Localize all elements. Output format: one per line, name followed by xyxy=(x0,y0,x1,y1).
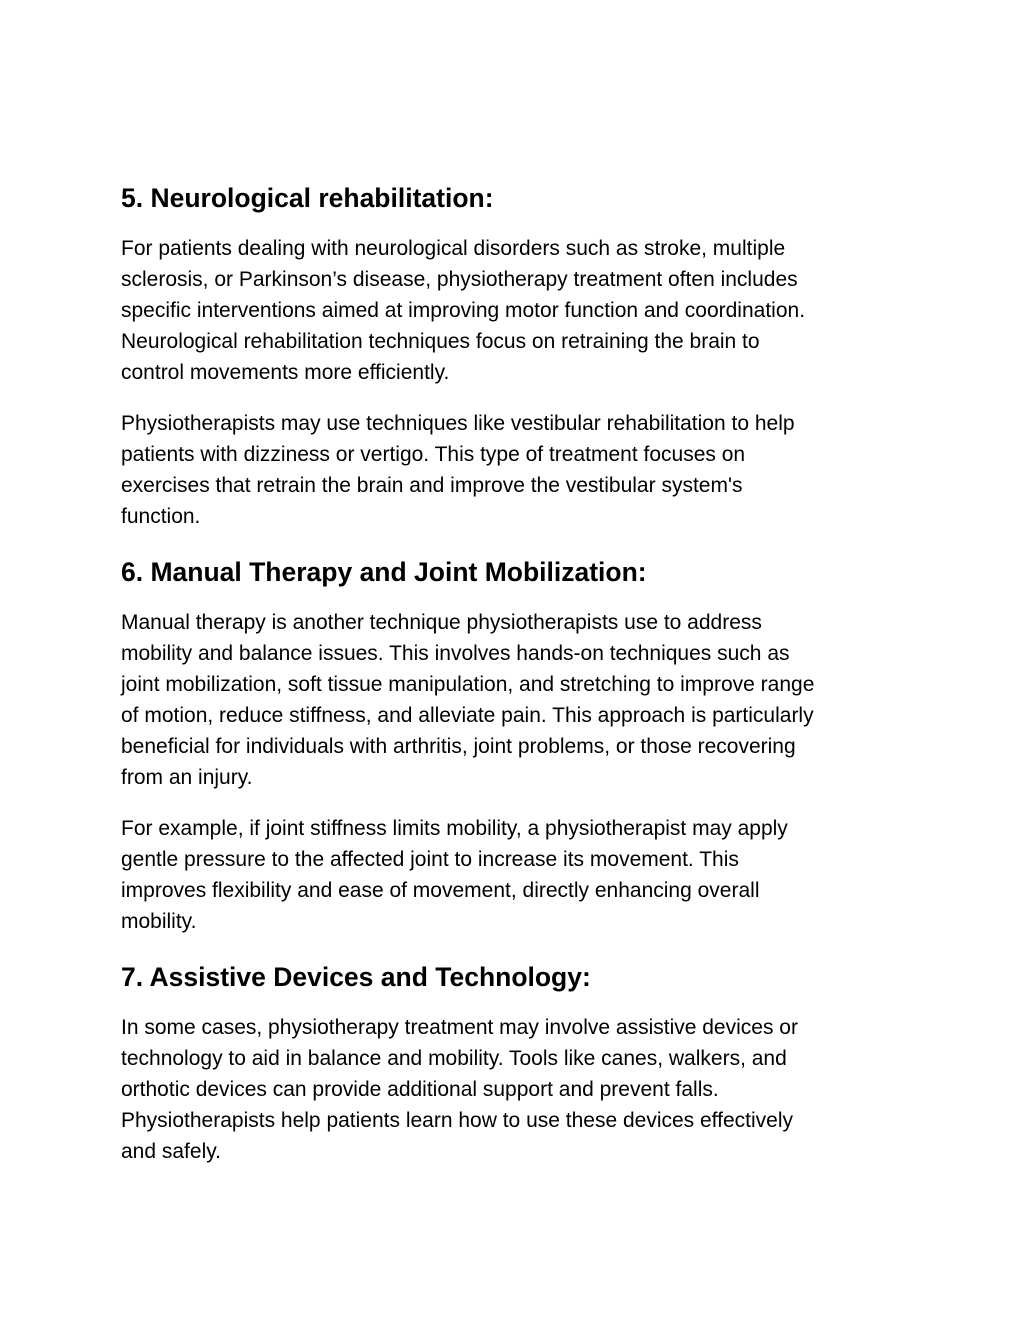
text-line: patients with dizziness or vertigo. This type of treatment focuses on xyxy=(121,443,746,466)
paragraph xyxy=(121,408,911,532)
section-heading: 7. Assistive Devices and Technology: xyxy=(121,962,591,992)
text-line: Physiotherapists may use techniques like vestibular rehabilitation to help xyxy=(121,412,795,435)
text-line: specific interventions aimed at improving motor function and coordination. xyxy=(121,299,806,322)
text-line: mobility and balance issues. This involves hands-on techniques such as xyxy=(121,642,790,665)
text-line: Neurological rehabilitation techniques focus on retraining the brain to xyxy=(121,330,760,353)
text-line: from an injury. xyxy=(121,766,253,789)
text-line: For example, if joint stiffness limits mobility, a physiotherapist may apply xyxy=(121,817,788,840)
text-line: orthotic devices can provide additional support and prevent falls. xyxy=(121,1078,719,1101)
text-line: exercises that retrain the brain and improve the vestibular system's xyxy=(121,474,743,497)
text-line: Physiotherapists help patients learn how to use these devices effectively xyxy=(121,1109,793,1132)
text-line: beneficial for individuals with arthritis, joint problems, or those recovering xyxy=(121,735,796,758)
text-line: of motion, reduce stiffness, and alleviate pain. This approach is particularly xyxy=(121,704,814,727)
text-line: improves flexibility and ease of movement, directly enhancing overall xyxy=(121,879,760,902)
paragraph xyxy=(121,607,911,793)
text-line: mobility. xyxy=(121,910,197,933)
text-line: Manual therapy is another technique physiotherapists use to address xyxy=(121,611,762,634)
paragraph xyxy=(121,813,911,937)
text-line: gentle pressure to the affected joint to increase its movement. This xyxy=(121,848,739,871)
text-line: For patients dealing with neurological disorders such as stroke, multiple xyxy=(121,237,786,260)
text-line: and safely. xyxy=(121,1140,222,1163)
document-page xyxy=(121,180,911,1187)
section-manual-therapy xyxy=(121,554,911,937)
text-line: In some cases, physiotherapy treatment may involve assistive devices or xyxy=(121,1016,798,1039)
section-heading: 6. Manual Therapy and Joint Mobilization: xyxy=(121,557,647,587)
paragraph xyxy=(121,233,911,388)
section-heading: 5. Neurological rehabilitation: xyxy=(121,183,494,213)
text-line: function. xyxy=(121,505,201,528)
text-line: sclerosis, or Parkinson’s disease, physiotherapy treatment often includes xyxy=(121,268,798,291)
text-line: joint mobilization, soft tissue manipulation, and stretching to improve range xyxy=(121,673,815,696)
text-line: technology to aid in balance and mobility. Tools like canes, walkers, and xyxy=(121,1047,787,1070)
section-assistive-devices xyxy=(121,959,911,1167)
paragraph xyxy=(121,1012,911,1167)
section-neurological-rehabilitation xyxy=(121,180,911,532)
text-line: control movements more efficiently. xyxy=(121,361,450,384)
